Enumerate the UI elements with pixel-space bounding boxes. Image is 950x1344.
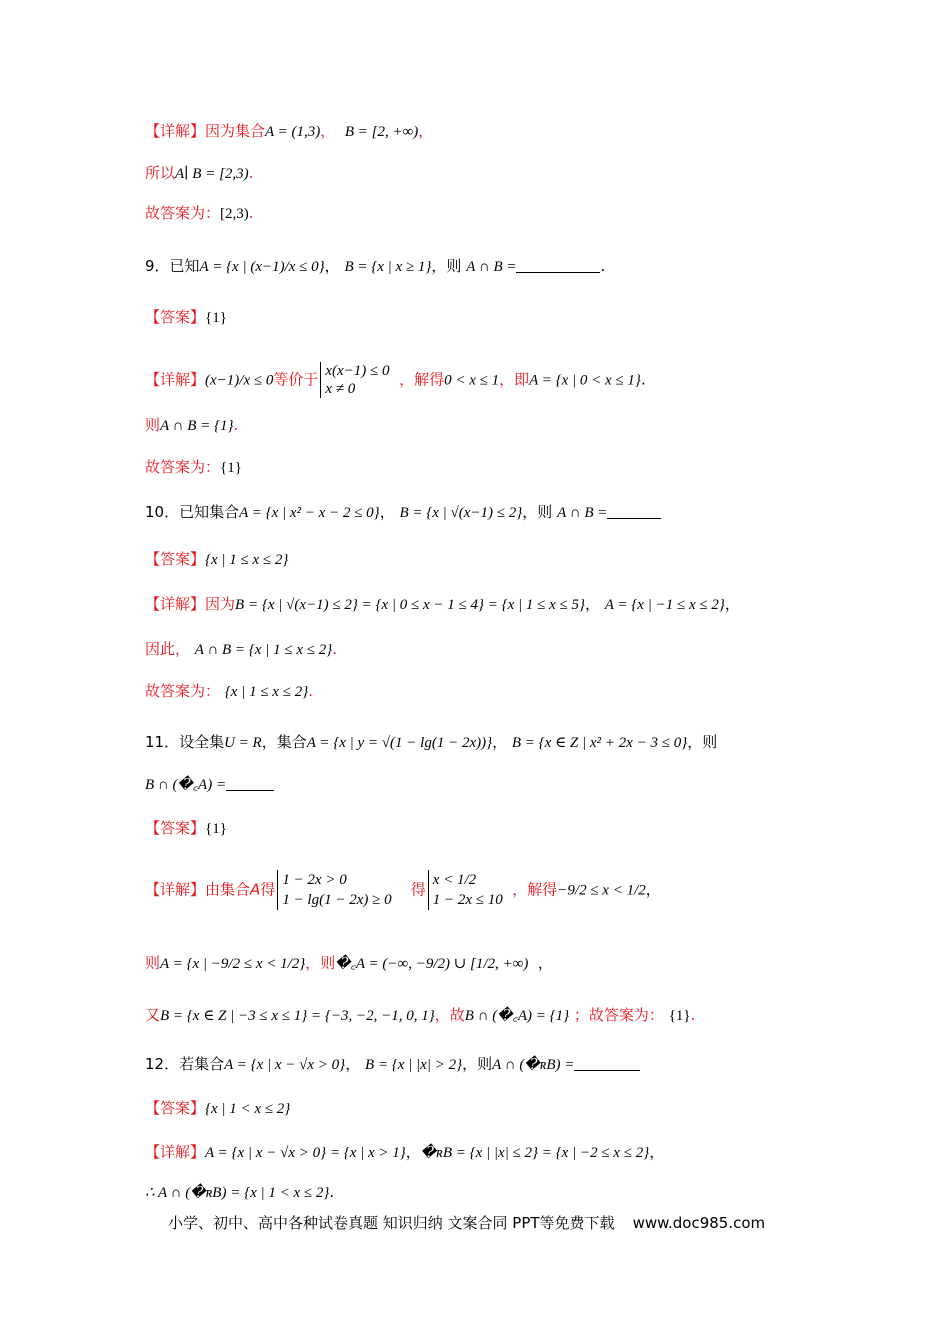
q12-d1-math1: A = {x | x − √x > 0} = {x | x > 1} xyxy=(205,1145,406,1161)
q10-sep: ， xyxy=(379,503,395,521)
q11-d1-system1 xyxy=(277,870,391,910)
q11-question-line2 xyxy=(145,774,274,804)
q10-answer-math: {x | 1 ≤ x ≤ 2} xyxy=(205,552,289,568)
detail-label: 【详解】 xyxy=(145,1143,206,1161)
q11-d1-text3: 得 xyxy=(410,880,426,899)
q11-blank xyxy=(226,790,274,791)
p8-math-a: A = (1,3) xyxy=(265,124,321,140)
q11-detail-line3 xyxy=(145,1004,695,1034)
p8-math-b: B = [2, +∞) xyxy=(344,124,419,140)
detail-label: 【详解】 xyxy=(145,595,206,613)
q10-detail-line2 xyxy=(145,638,337,668)
q10-d1-math2: A = {x | −1 ≤ x ≤ 2} xyxy=(604,597,725,613)
q10-d3-math: {x | 1 ≤ x ≤ 2} xyxy=(224,684,309,700)
q12-d2-math: ∴ A ∩ (�ʀB) = {x | 1 < x ≤ 2} xyxy=(145,1185,330,1201)
q9-blank xyxy=(516,272,600,273)
q11-d1-a: A xyxy=(250,880,261,899)
q11-then: ，则 xyxy=(687,733,718,751)
q9-answer-math: {1} xyxy=(205,310,227,326)
q12-d1-sep: ， xyxy=(405,1143,421,1161)
q9-d1-text1: 等价于 xyxy=(273,370,319,389)
q11-math-u: U = R xyxy=(224,735,262,751)
answer-label: 【答案】 xyxy=(145,1099,206,1117)
q10-d1-sep: ， xyxy=(585,595,601,613)
q11-d3-end: . xyxy=(690,1006,696,1024)
q10-d1-text: 因为 xyxy=(205,595,236,613)
p8-text: 因为集合 xyxy=(205,122,266,140)
q11-d1-math: −9/2 ≤ x < 1/2 xyxy=(557,882,646,899)
q11-math-b: B = {x ∈ Z | x² + 2x − 3 ≤ 0} xyxy=(511,735,688,751)
footer-text: 小学、初中、高中各种试卷真题 知识归纳 文案合同 PPT等免费下载 xyxy=(168,1214,615,1232)
q9-d1-sys1: x(x−1) ≤ 0 xyxy=(325,363,390,379)
q10-detail-line1 xyxy=(145,593,740,623)
q9-sep: ， xyxy=(324,257,340,275)
q9-d1-math3: A = {x | 0 < x ≤ 1} xyxy=(529,372,641,389)
q11-number: 11．设全集 xyxy=(145,733,225,751)
q11-d3-math1: B = {x ∈ Z | −3 ≤ x ≤ 1} = {−3, −2, −1, 0, 1} xyxy=(160,1008,435,1024)
q10-question xyxy=(145,501,661,531)
q12-math-q: A ∩ (�ʀB) = xyxy=(492,1057,575,1073)
q11-answer-math: {1} xyxy=(205,821,227,837)
q9-d1-math2: 0 < x ≤ 1 xyxy=(444,372,500,389)
q11-d2-math1: A = {x | −9/2 ≤ x < 1/2} xyxy=(160,956,306,972)
q11-d1-text4: ，解得 xyxy=(512,880,558,899)
q9-detail-line2 xyxy=(145,414,238,444)
q11-sep: ， xyxy=(492,733,508,751)
answer-label: 【答案】 xyxy=(145,308,206,326)
q9-d1-end: . xyxy=(640,370,646,389)
q10-number: 10．已知集合 xyxy=(145,503,240,521)
q12-detail-line2 xyxy=(145,1183,334,1213)
q10-d3-text: 故答案为： xyxy=(145,682,221,700)
q10-d1-math: B = {x | √(x−1) ≤ 2} = {x | 0 ≤ x − 1 ≤ 4} = {x | 1 ≤ x ≤ 5} xyxy=(235,597,585,613)
q12-then: ，则 xyxy=(462,1055,493,1073)
q9-detail-line1 xyxy=(145,362,646,397)
p8-detail-line1 xyxy=(145,120,433,150)
q10-d3-end: . xyxy=(308,682,313,700)
answer-label: 【答案】 xyxy=(145,819,206,837)
q11-question-line1 xyxy=(145,731,717,761)
q9-d3-math: {1} xyxy=(220,460,242,476)
q11-d2-math2: �꜀A = (−∞, −9/2) ∪ [1/2, +∞) xyxy=(335,956,529,972)
q9-d2-end: . xyxy=(233,416,239,434)
p8-end2: . xyxy=(248,164,254,182)
q11-detail-line1 xyxy=(145,870,661,920)
answer-label: 【答案】 xyxy=(145,550,206,568)
q11-d3-text2: ，故 xyxy=(434,1006,465,1024)
q11-answer xyxy=(145,817,227,847)
q11-d1-text2: 得 xyxy=(260,880,276,899)
q9-math-a: A = {x | (x−1)/x ≤ 0} xyxy=(199,259,325,275)
q10-d2-text: 因此， xyxy=(145,640,191,658)
q12-sep: ， xyxy=(345,1055,361,1073)
q9-d1-math1: (x−1)/x ≤ 0 xyxy=(205,372,274,389)
q9-d3-text: 故答案为： xyxy=(145,458,221,476)
q11-detail-line2 xyxy=(145,952,553,982)
q11-d1-sys4: 1 − 2x ≤ 10 xyxy=(432,892,503,908)
p8-detail-line2 xyxy=(145,162,253,192)
q11-d1-sys3: x < 1/2 xyxy=(432,872,477,888)
q10-math-a: A = {x | x² − x − 2 ≤ 0} xyxy=(239,505,380,521)
p8-end3: . xyxy=(248,204,254,222)
q9-math-q: A ∩ B = xyxy=(466,259,517,275)
q9-d2-math: A ∩ B = {1} xyxy=(160,418,234,434)
q11-d3-text1: 又 xyxy=(145,1006,161,1024)
q12-math-a: A = {x | x − √x > 0} xyxy=(224,1057,346,1073)
q10-then: ，则 xyxy=(522,503,553,521)
detail-label: 【详解】 xyxy=(145,122,206,140)
q12-number: 12．若集合 xyxy=(145,1055,225,1073)
q10-d2-math: A ∩ B = {x | 1 ≤ x ≤ 2} xyxy=(194,642,333,658)
q9-d1-text3: ，即 xyxy=(499,370,530,389)
q11-d3-math3: {1} xyxy=(668,1008,691,1024)
q11-d2-end: ， xyxy=(537,954,553,972)
q11-d3-text3: ；故答案为： xyxy=(573,1006,664,1024)
detail-label: 【详解】 xyxy=(145,370,206,389)
q12-math-b: B = {x | |x| > 2} xyxy=(364,1057,463,1073)
q12-d1-math2: �ʀB = {x | |x| ≤ 2} = {x | −2 ≤ x ≤ 2} xyxy=(420,1145,650,1161)
q9-d1-sys2: x ≠ 0 xyxy=(325,381,356,397)
q12-answer xyxy=(145,1097,290,1127)
p8-text2: 所以 xyxy=(145,164,176,182)
q12-blank xyxy=(574,1070,640,1071)
page-footer xyxy=(168,1212,765,1233)
q12-d2-end: . xyxy=(329,1183,335,1201)
q11-d1-sys2: 1 − lg(1 − 2x) ≥ 0 xyxy=(282,892,392,908)
q10-detail-line3 xyxy=(145,680,313,710)
q9-d1-system xyxy=(320,362,389,398)
q12-d1-end: ， xyxy=(649,1143,665,1161)
q11-d1-sys1: 1 − 2x > 0 xyxy=(282,872,347,888)
footer-site-link[interactable]: www.doc985.com xyxy=(632,1214,766,1232)
q9-d2-text: 则 xyxy=(145,416,161,434)
q9-math-b: B = {x | x ≥ 1} xyxy=(344,259,432,275)
q11-d1-end: ， xyxy=(645,880,661,899)
q9-end: . xyxy=(600,257,606,275)
p8-answer-math: [2,3) xyxy=(220,206,249,222)
q9-detail-line3 xyxy=(145,456,242,486)
q10-blank xyxy=(607,518,661,519)
q11-math-q: B ∩ (�꜀A) = xyxy=(145,777,227,793)
p8-detail-line3 xyxy=(145,202,254,232)
p8-math-2: A∣ B = [2,3) xyxy=(175,166,249,182)
q9-number: 9．已知 xyxy=(145,257,200,275)
q10-d1-end: ， xyxy=(724,595,740,613)
q11-text2: ，集合 xyxy=(261,733,307,751)
q9-then: ，则 xyxy=(431,257,462,275)
q9-question xyxy=(145,255,605,285)
q9-answer xyxy=(145,306,227,336)
detail-label: 【详解】 xyxy=(145,880,206,899)
q12-question xyxy=(145,1053,640,1083)
q10-math-q: A ∩ B = xyxy=(557,505,608,521)
q12-answer-math: {x | 1 < x ≤ 2} xyxy=(205,1101,291,1117)
p8-sep: ， xyxy=(320,122,336,140)
q12-detail-line1 xyxy=(145,1141,664,1171)
q11-d1-text1: 由集合 xyxy=(205,880,251,899)
q11-d1-system2 xyxy=(428,870,503,910)
p8-end: ， xyxy=(418,122,434,140)
p8-answer-text: 故答案为： xyxy=(145,204,221,222)
q11-d2-text1: 则 xyxy=(145,954,161,972)
q10-d2-end: . xyxy=(332,640,337,658)
q10-answer xyxy=(145,548,288,578)
q9-d1-text2: ，解得 xyxy=(399,370,445,389)
q11-d3-math2: B ∩ (�꜀A) = {1} xyxy=(464,1008,570,1024)
q11-d2-text2: ，则 xyxy=(305,954,336,972)
q11-math-a: A = {x | y = √(1 − lg(1 − 2x))} xyxy=(306,735,493,751)
q10-math-b: B = {x | √(x−1) ≤ 2} xyxy=(399,505,523,521)
